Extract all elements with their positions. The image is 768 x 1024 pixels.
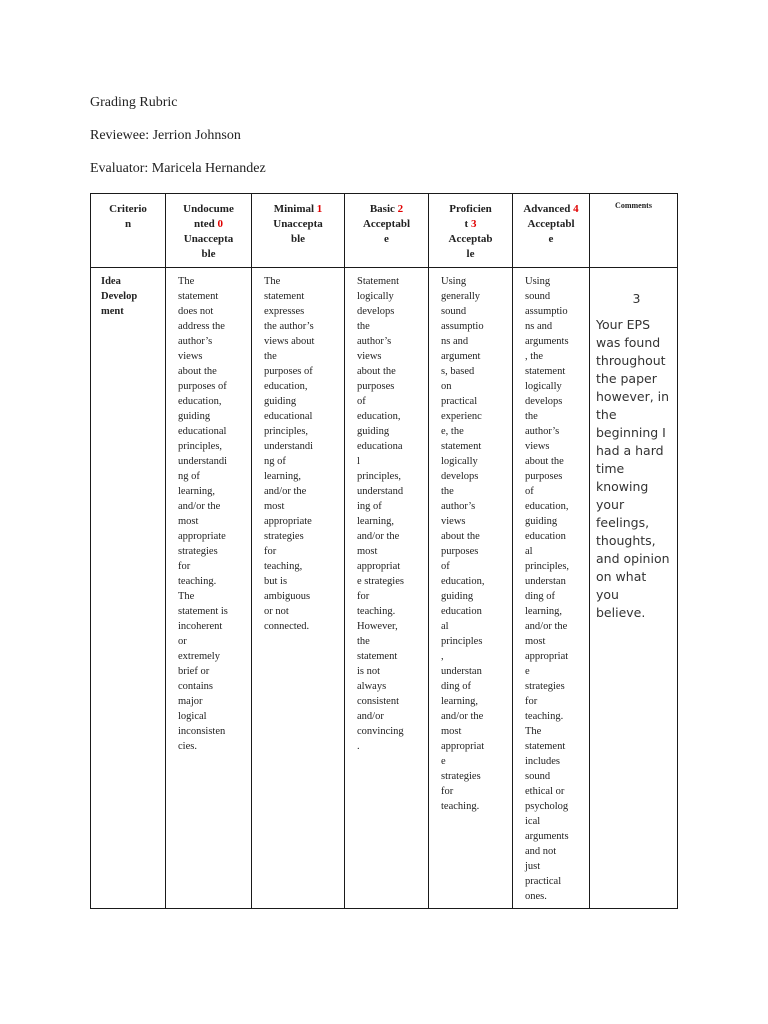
text-line: ns and	[441, 336, 469, 347]
evaluator-line: Evaluator: Maricela Hernandez	[90, 161, 266, 176]
rubric-table	[90, 193, 678, 909]
header-line: Acceptabl	[527, 218, 575, 230]
text-line: about the	[357, 366, 396, 377]
text-line: sound	[525, 771, 551, 782]
text-line: sound	[525, 291, 551, 302]
text-line: learning,	[264, 471, 302, 482]
level-name: Basic	[369, 203, 398, 215]
text-line: ding of	[441, 681, 472, 692]
text-line: Using	[525, 276, 551, 287]
text-line: logically	[525, 381, 562, 392]
level-name: Minimal	[273, 203, 317, 215]
text-line: statement is	[178, 606, 228, 617]
text-line: educational	[264, 411, 313, 422]
header-advanced	[513, 194, 590, 268]
text-line: most	[178, 516, 199, 527]
text-line: cies.	[178, 741, 197, 752]
text-line: does not	[178, 306, 214, 317]
text-line: l	[357, 456, 360, 467]
text-line: experienc	[441, 411, 482, 422]
text-line: and/or the	[264, 486, 307, 497]
text-line: principles,	[178, 441, 223, 452]
text-line: However,	[357, 621, 398, 632]
text-line: had a hard	[596, 443, 664, 458]
text-line: Statement	[357, 276, 399, 287]
text-line: time	[596, 461, 625, 476]
level-score: 1	[316, 203, 323, 215]
text-line: ment	[101, 306, 124, 317]
undocumented-description	[166, 268, 252, 909]
text-line: ding of	[525, 591, 556, 602]
text-line: learning,	[441, 696, 479, 707]
text-line: and/or the	[441, 711, 484, 722]
text-line: appropriate	[178, 531, 226, 542]
comment-score: 3	[632, 291, 641, 306]
header-level	[345, 202, 428, 217]
text-line: ing of	[357, 501, 382, 512]
text-line: however, in	[596, 389, 670, 404]
text-line: The	[525, 726, 542, 737]
evaluator-comment	[590, 268, 678, 909]
text-line: is not	[357, 666, 381, 677]
text-line: e, the	[441, 426, 464, 437]
header-level	[429, 217, 512, 232]
text-line: the	[357, 636, 370, 647]
proficient-description	[429, 268, 513, 909]
text-line: ,	[441, 651, 444, 662]
text-line: for	[441, 786, 454, 797]
text-line: education	[525, 531, 566, 542]
text-line: most	[525, 636, 546, 647]
text-line: the	[525, 411, 538, 422]
text-line: for	[525, 696, 538, 707]
text-line: principles,	[357, 471, 402, 482]
text-line: statement	[264, 291, 305, 302]
text-line: on what	[596, 569, 647, 584]
text-line: always	[357, 681, 387, 692]
header-basic	[345, 194, 429, 268]
level-name: Advanced	[523, 203, 574, 215]
criterion-idea-development	[91, 268, 166, 909]
text-line: Develop	[101, 291, 138, 302]
text-line: al	[525, 546, 533, 557]
text-line: purposes	[441, 546, 479, 557]
text-line: appropriate	[264, 516, 312, 527]
text-line: for	[178, 561, 191, 572]
text-line: The	[178, 591, 195, 602]
text-line: convincing	[357, 726, 404, 737]
text-line: psycholog	[525, 801, 569, 812]
header-line: le	[466, 248, 475, 260]
text-line: ethical or	[525, 786, 565, 797]
text-line: about the	[178, 366, 217, 377]
header-level	[166, 217, 251, 232]
text-line: major	[178, 696, 203, 707]
text-line: e	[525, 666, 530, 677]
text-line: views	[525, 441, 550, 452]
text-line: author’s	[357, 336, 392, 347]
text-line: and/or the	[357, 531, 400, 542]
text-line: guiding	[264, 396, 297, 407]
header-comments: Comments	[590, 194, 678, 268]
text-line: appropriat	[357, 561, 401, 572]
text-line: teaching.	[178, 576, 217, 587]
text-line: develops	[525, 396, 563, 407]
text-line: teaching.	[525, 711, 564, 722]
rubric-row-idea-development	[91, 268, 678, 909]
text-line: the paper	[596, 371, 657, 386]
text-line: guiding	[525, 516, 558, 527]
text-line: includes	[525, 756, 560, 767]
text-line: feelings,	[596, 515, 650, 530]
text-line: and/or the	[178, 501, 221, 512]
text-line: ng of	[264, 456, 286, 467]
text-line: practical	[525, 876, 562, 887]
text-line: connected.	[264, 621, 310, 632]
basic-description	[345, 268, 429, 909]
text-line: teaching.	[441, 801, 480, 812]
text-line: most	[357, 546, 378, 557]
header-undocumented	[166, 194, 252, 268]
text-line: knowing	[596, 479, 649, 494]
text-line: Criterio	[109, 203, 147, 215]
text-line: strategies	[525, 681, 565, 692]
text-line: understand	[357, 486, 404, 497]
header-line: ble	[201, 248, 216, 260]
text-line: education,	[178, 396, 222, 407]
text-line: purposes	[525, 471, 563, 482]
text-line: s, based	[441, 366, 475, 377]
text-line: incoherent	[178, 621, 223, 632]
text-line: guiding	[441, 591, 474, 602]
text-line: contains	[178, 681, 213, 692]
text-line: sound	[441, 306, 467, 317]
text-line: but is	[264, 576, 288, 587]
rubric-header-row	[91, 194, 678, 268]
text-line: inconsisten	[178, 726, 226, 737]
header-line: ble	[290, 233, 306, 245]
header-criterion	[91, 194, 166, 268]
text-line: logically	[441, 456, 478, 467]
text-line: and/or the	[525, 621, 568, 632]
text-line: about the	[441, 531, 480, 542]
level-score: 0	[217, 218, 224, 230]
text-line: guiding	[357, 426, 390, 437]
text-line: or not	[264, 606, 289, 617]
text-line: the	[441, 486, 454, 497]
text-line: purposes of	[178, 381, 227, 392]
text-line: strategies	[178, 546, 218, 557]
minimal-description	[252, 268, 345, 909]
advanced-description	[513, 268, 590, 909]
text-line: principles,	[525, 561, 570, 572]
text-line: n	[124, 218, 132, 230]
text-line: and opinion	[596, 551, 670, 566]
text-line: of	[441, 561, 450, 572]
text-line: The	[264, 276, 281, 287]
text-line: just	[525, 861, 541, 872]
text-line: practical	[441, 396, 478, 407]
text-line: the author’s	[264, 321, 314, 332]
text-line: most	[264, 501, 285, 512]
text-line: learning,	[178, 486, 216, 497]
text-line: principles	[441, 636, 483, 647]
text-line: statement	[441, 441, 482, 452]
text-line: address the	[178, 321, 225, 332]
text-line: Using	[441, 276, 467, 287]
text-line: assumptio	[525, 306, 568, 317]
header-minimal	[252, 194, 345, 268]
header-level	[513, 202, 589, 217]
text-line: you	[596, 587, 619, 602]
text-line: teaching,	[264, 561, 303, 572]
text-line: logically	[357, 291, 394, 302]
text-line: and not	[525, 846, 557, 857]
header-line: Acceptabl	[362, 218, 411, 230]
text-line: education,	[264, 381, 308, 392]
text-line: author’s	[441, 501, 476, 512]
text-line: of	[357, 396, 366, 407]
text-line: principles,	[264, 426, 309, 437]
header-line: e	[548, 233, 554, 245]
text-line: expresses	[264, 306, 305, 317]
level-score: 2	[397, 203, 404, 215]
text-line: ambiguous	[264, 591, 311, 602]
text-line: of	[525, 486, 534, 497]
text-line: was found	[596, 335, 661, 350]
text-line: understan	[441, 666, 482, 677]
text-line: about the	[525, 456, 564, 467]
header-line: e	[384, 233, 389, 245]
text-line: purposes of	[264, 366, 313, 377]
text-line: views	[178, 351, 203, 362]
text-line: al	[441, 621, 449, 632]
text-line: believe.	[596, 605, 646, 620]
text-line: Idea	[101, 276, 121, 287]
text-line: most	[441, 726, 462, 737]
text-line: author’s	[525, 426, 560, 437]
level-score: 4	[573, 203, 579, 215]
text-line: the	[264, 351, 277, 362]
text-line: strategies	[441, 771, 481, 782]
text-line: the	[357, 321, 370, 332]
text-line: understandi	[178, 456, 227, 467]
text-line: beginning I	[596, 425, 666, 440]
header-proficient	[429, 194, 513, 268]
text-line: throughout	[596, 353, 666, 368]
text-line: consistent	[357, 696, 399, 707]
text-line: e strategies	[357, 576, 404, 587]
level-name: nted	[193, 218, 218, 230]
text-line: arguments	[525, 336, 569, 347]
header-line: Undocume	[183, 203, 234, 215]
reviewee-line: Reviewee: Jerrion Johnson	[90, 128, 241, 143]
level-score: 3	[470, 218, 477, 230]
text-line: learning,	[357, 516, 395, 527]
header-line: Unaccepta	[183, 233, 234, 245]
text-line: views	[357, 351, 382, 362]
text-line: statement	[525, 741, 566, 752]
header-line: Unaccepta	[273, 218, 323, 230]
text-line: e	[441, 756, 446, 767]
text-line: education	[441, 606, 482, 617]
text-line: statement	[178, 291, 219, 302]
text-line: teaching.	[357, 606, 396, 617]
text-line: appropriat	[525, 651, 569, 662]
text-line: educational	[178, 426, 227, 437]
text-line: .	[357, 741, 360, 752]
text-line: statement	[357, 651, 398, 662]
header-line: Proficien	[449, 203, 492, 215]
text-line: develops	[357, 306, 395, 317]
text-line: for	[264, 546, 277, 557]
text-line: learning,	[525, 606, 563, 617]
text-line: brief or	[178, 666, 210, 677]
text-line: ns and	[525, 321, 553, 332]
text-line: arguments	[525, 831, 569, 842]
text-line: author’s	[178, 336, 213, 347]
text-line: ng of	[178, 471, 200, 482]
text-line: purposes	[357, 381, 395, 392]
text-line: or	[178, 636, 187, 647]
level-name: t	[464, 218, 471, 230]
text-line: Your EPS	[596, 317, 651, 332]
text-line: assumptio	[441, 321, 484, 332]
text-line: education,	[441, 576, 485, 587]
text-line: statement	[525, 366, 566, 377]
text-line: ones.	[525, 891, 547, 902]
text-line: educationa	[357, 441, 403, 452]
header-line: Acceptab	[448, 233, 493, 245]
text-line: on	[441, 381, 452, 392]
text-line: develops	[441, 471, 479, 482]
text-line: appropriat	[441, 741, 485, 752]
text-line: understan	[525, 576, 566, 587]
text-line: The	[178, 276, 195, 287]
text-line: education,	[357, 411, 401, 422]
text-line: extremely	[178, 651, 220, 662]
text-line: for	[357, 591, 370, 602]
document-title: Grading Rubric	[90, 95, 178, 110]
text-line: strategies	[264, 531, 304, 542]
text-line: the	[596, 407, 617, 422]
header-level	[252, 202, 344, 217]
text-line: argument	[441, 351, 481, 362]
text-line: , the	[525, 351, 544, 362]
text-line: ical	[525, 816, 541, 827]
text-line: logical	[178, 711, 207, 722]
text-line: and/or	[357, 711, 384, 722]
text-line: views about	[264, 336, 315, 347]
text-line: education,	[525, 501, 569, 512]
text-line: guiding	[178, 411, 211, 422]
text-line: understandi	[264, 441, 313, 452]
text-line: thoughts,	[596, 533, 656, 548]
text-line: views	[441, 516, 466, 527]
text-line: generally	[441, 291, 481, 302]
text-line: your	[596, 497, 625, 512]
